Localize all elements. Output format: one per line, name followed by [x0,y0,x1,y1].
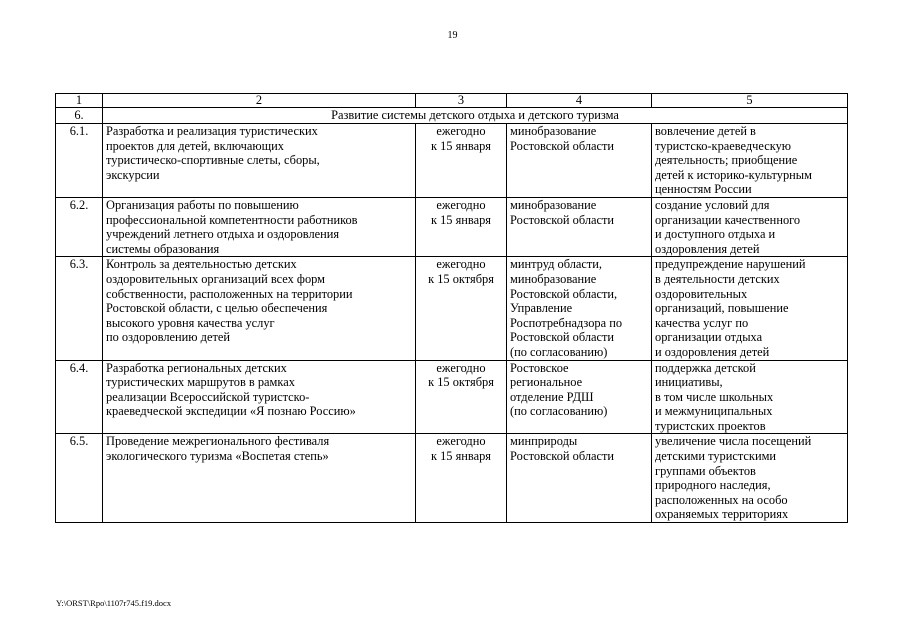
cell-line: Организация работы по повышению [106,197,299,212]
cell-line: туристическо-спортивные слеты, сборы, [106,153,320,168]
cell-line: профессиональной компетентности работников [106,212,358,227]
cell-line: детскими туристскими [655,449,777,464]
cell-line: краеведческой экспедиции «Я познаю Россию» [106,404,356,419]
header-cell: 4 [507,94,652,108]
cell-line: оздоровительных организаций всех форм [106,271,325,286]
header-cell: 2 [103,94,416,108]
cell-line: минобразование [510,124,597,138]
cell-line: экскурсии [106,167,160,182]
cell-line: и межмуниципальных [655,404,773,419]
cell-line: Ростовское [510,360,569,375]
cell-line: Ростовской области, с целью обеспечения [106,301,328,316]
section-title: Развитие системы детского отдыха и детского туризма [103,108,848,124]
cell-line: Роспотребнадзора по [510,315,623,330]
deadline-cell [416,124,507,198]
cell-line: отделение РДШ [510,389,594,404]
cell-line: минобразование [510,197,597,212]
cell-line: Ростовской области, [510,286,618,301]
row-number: 6.5. [56,434,103,523]
cell-line: создание условий для [655,197,770,212]
cell-line: Разработка и реализация туристических [106,124,318,138]
cell-line: реализации Всероссийской туристско- [106,389,310,404]
cell-line: и оздоровления детей [655,344,770,359]
section-number: 6. [56,108,103,124]
cell-line: оздоровительных [655,286,748,301]
cell-line: к 15 октября [428,375,494,390]
cell-line: к 15 января [430,449,492,464]
deadline-cell [416,257,507,360]
table-row [56,124,848,198]
cell-line: ежегодно [436,360,486,375]
cell-line: предупреждение нарушений [655,257,806,272]
executor-cell [507,197,652,256]
cell-line: в том числе школьных [655,389,774,404]
cell-line: ежегодно [436,434,486,449]
activity-cell [103,124,416,198]
executor-cell [507,124,652,198]
cell-line: ежегодно [436,197,486,212]
cell-line: минприроды [510,434,578,449]
cell-line: группами объектов [655,463,756,478]
cell-line: поддержка детской [655,360,756,375]
cell-line: ценностям России [655,182,752,197]
cell-line: Ростовской области [510,138,615,153]
cell-line: организаций, повышение [655,301,789,316]
deadline-cell [416,360,507,434]
result-cell [652,124,848,198]
cell-line: ежегодно [436,257,486,272]
table-row [56,257,848,360]
result-cell [652,434,848,523]
cell-line: в деятельности детских [655,271,780,286]
cell-line: качества услуг по [655,315,749,330]
deadline-cell [416,434,507,523]
activity-cell [103,197,416,256]
cell-line: Разработка региональных детских [106,360,287,375]
cell-line: расположенных на особо [655,492,788,507]
cell-line: к 15 января [430,212,492,227]
executor-cell [507,360,652,434]
table-row [56,197,848,256]
cell-line: Контроль за деятельностью детских [106,257,297,272]
cell-line: проектов для детей, включающих [106,138,284,153]
cell-line: высокого уровня качества услуг [106,315,275,330]
cell-line: оздоровления детей [655,241,760,256]
section-row [56,108,848,124]
activities-table [55,93,848,523]
cell-line: природного наследия, [655,478,771,493]
cell-line: Проведение межрегионального фестиваля [106,434,330,449]
page-number: 19 [447,30,458,41]
cell-line: ежегодно [436,124,486,138]
cell-line: туристских проектов [655,418,766,433]
cell-line: вовлечение детей в [655,124,756,138]
cell-line: и доступного отдыха и [655,227,776,242]
cell-line: собственности, расположенных на территории [106,286,353,301]
cell-line: по оздоровлению детей [106,330,231,345]
header-row [56,94,848,108]
cell-line: туристических маршрутов в рамках [106,375,295,390]
cell-line: экологического туризма «Воспетая степь» [106,449,329,464]
cell-line: минобразование [510,271,597,286]
cell-line: минтруд области, [510,257,603,272]
cell-line: системы образования [106,241,220,256]
row-number: 6.1. [56,124,103,198]
cell-line: (по согласованию) [510,344,608,359]
row-number: 6.2. [56,197,103,256]
cell-line: учреждений летнего отдыха и оздоровления [106,227,340,242]
cell-line: детей к историко-культурным [655,167,812,182]
cell-line: организации качественного [655,212,801,227]
result-cell [652,257,848,360]
cell-line: инициативы, [655,375,723,390]
table-row [56,434,848,523]
result-cell [652,360,848,434]
cell-line: к 15 января [430,138,492,153]
file-path-footer: Y:\ORST\Rpo\1107r745.f19.docx [56,598,172,608]
activity-cell [103,434,416,523]
cell-line: Ростовской области [510,330,615,345]
executor-cell [507,434,652,523]
cell-line: к 15 октября [428,271,494,286]
cell-line: Управление [510,301,573,316]
header-cell: 1 [56,94,103,108]
header-cell: 3 [416,94,507,108]
result-cell [652,197,848,256]
table-row [56,360,848,434]
activity-cell [103,360,416,434]
activity-cell [103,257,416,360]
header-cell: 5 [652,94,848,108]
deadline-cell [416,197,507,256]
row-number: 6.4. [56,360,103,434]
cell-line: организации отдыха [655,330,763,345]
cell-line: региональное [510,375,583,390]
cell-line: увеличение числа посещений [655,434,812,449]
cell-line: деятельность; приобщение [655,153,798,168]
cell-line: туристско-краеведческую [655,138,792,153]
cell-line: Ростовской области [510,212,615,227]
cell-line: (по согласованию) [510,404,608,419]
executor-cell [507,257,652,360]
cell-line: Ростовской области [510,449,615,464]
cell-line: охраняемых территориях [655,507,789,522]
row-number: 6.3. [56,257,103,360]
